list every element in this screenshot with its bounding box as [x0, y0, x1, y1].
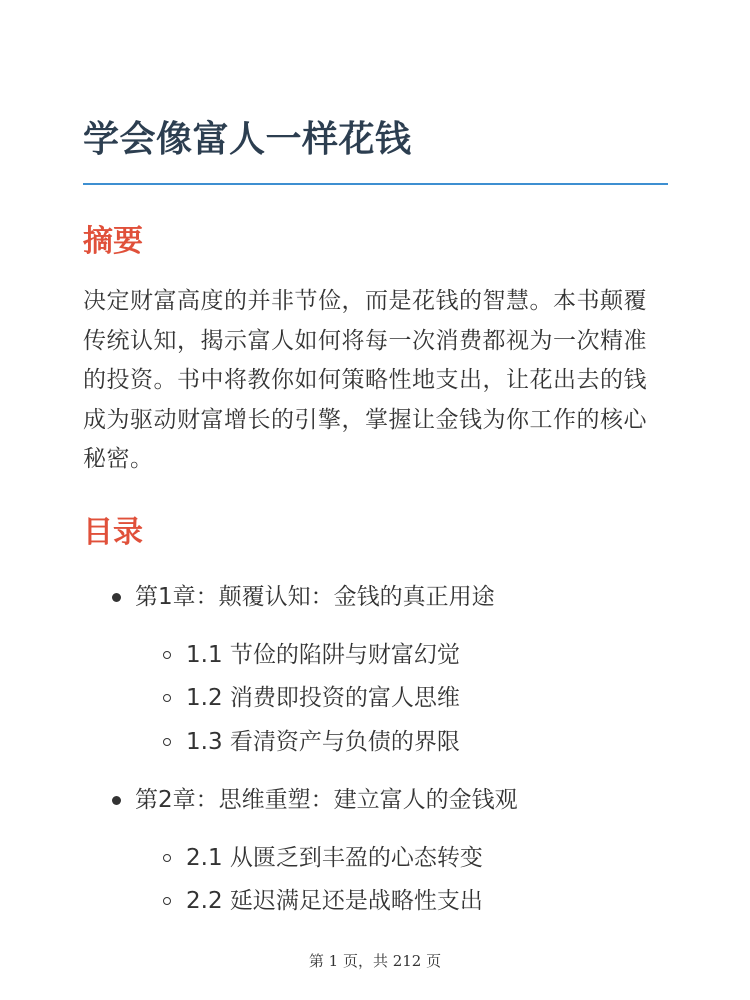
toc-section-1-2[interactable]: 1.2 消费即投资的富人思维 — [186, 685, 460, 711]
summary-heading: 摘要 — [83, 224, 143, 259]
bullet-circle-icon — [163, 854, 171, 862]
page-number-footer: 第 1 页，共 212 页 — [308, 952, 442, 970]
toc-chapter-2[interactable]: 第2章：思维重塑：建立富人的金钱观 — [135, 787, 518, 813]
summary-text: 决定财富高度的并非节俭，而是花钱的智慧。本书颠覆传统认知，揭示富人如何将每一次消费都视为一次精准的投资。书中将教你如何策略性地支出，让花出去的钱成为驱动财富增长的引擎，掌握让金钱为你工作的核心秘密。 — [83, 288, 647, 472]
bullet-disc-icon — [112, 796, 121, 805]
bullet-circle-icon — [163, 694, 171, 702]
bullet-disc-icon — [112, 593, 121, 602]
document-title: 学会像富人一样花钱 — [83, 119, 412, 160]
bullet-circle-icon — [163, 651, 171, 659]
toc-chapter-1[interactable]: 第1章：颠覆认知：金钱的真正用途 — [135, 584, 495, 610]
title-divider — [83, 183, 668, 185]
bullet-circle-icon — [163, 738, 171, 746]
toc-section-1-3[interactable]: 1.3 看清资产与负债的界限 — [186, 729, 460, 755]
toc-section-1-1[interactable]: 1.1 节俭的陷阱与财富幻觉 — [186, 642, 460, 668]
bullet-circle-icon — [163, 897, 171, 905]
toc-section-2-2[interactable]: 2.2 延迟满足还是战略性支出 — [186, 888, 483, 914]
toc-section-2-1[interactable]: 2.1 从匮乏到丰盈的心态转变 — [186, 845, 483, 871]
toc-heading: 目录 — [83, 515, 143, 550]
